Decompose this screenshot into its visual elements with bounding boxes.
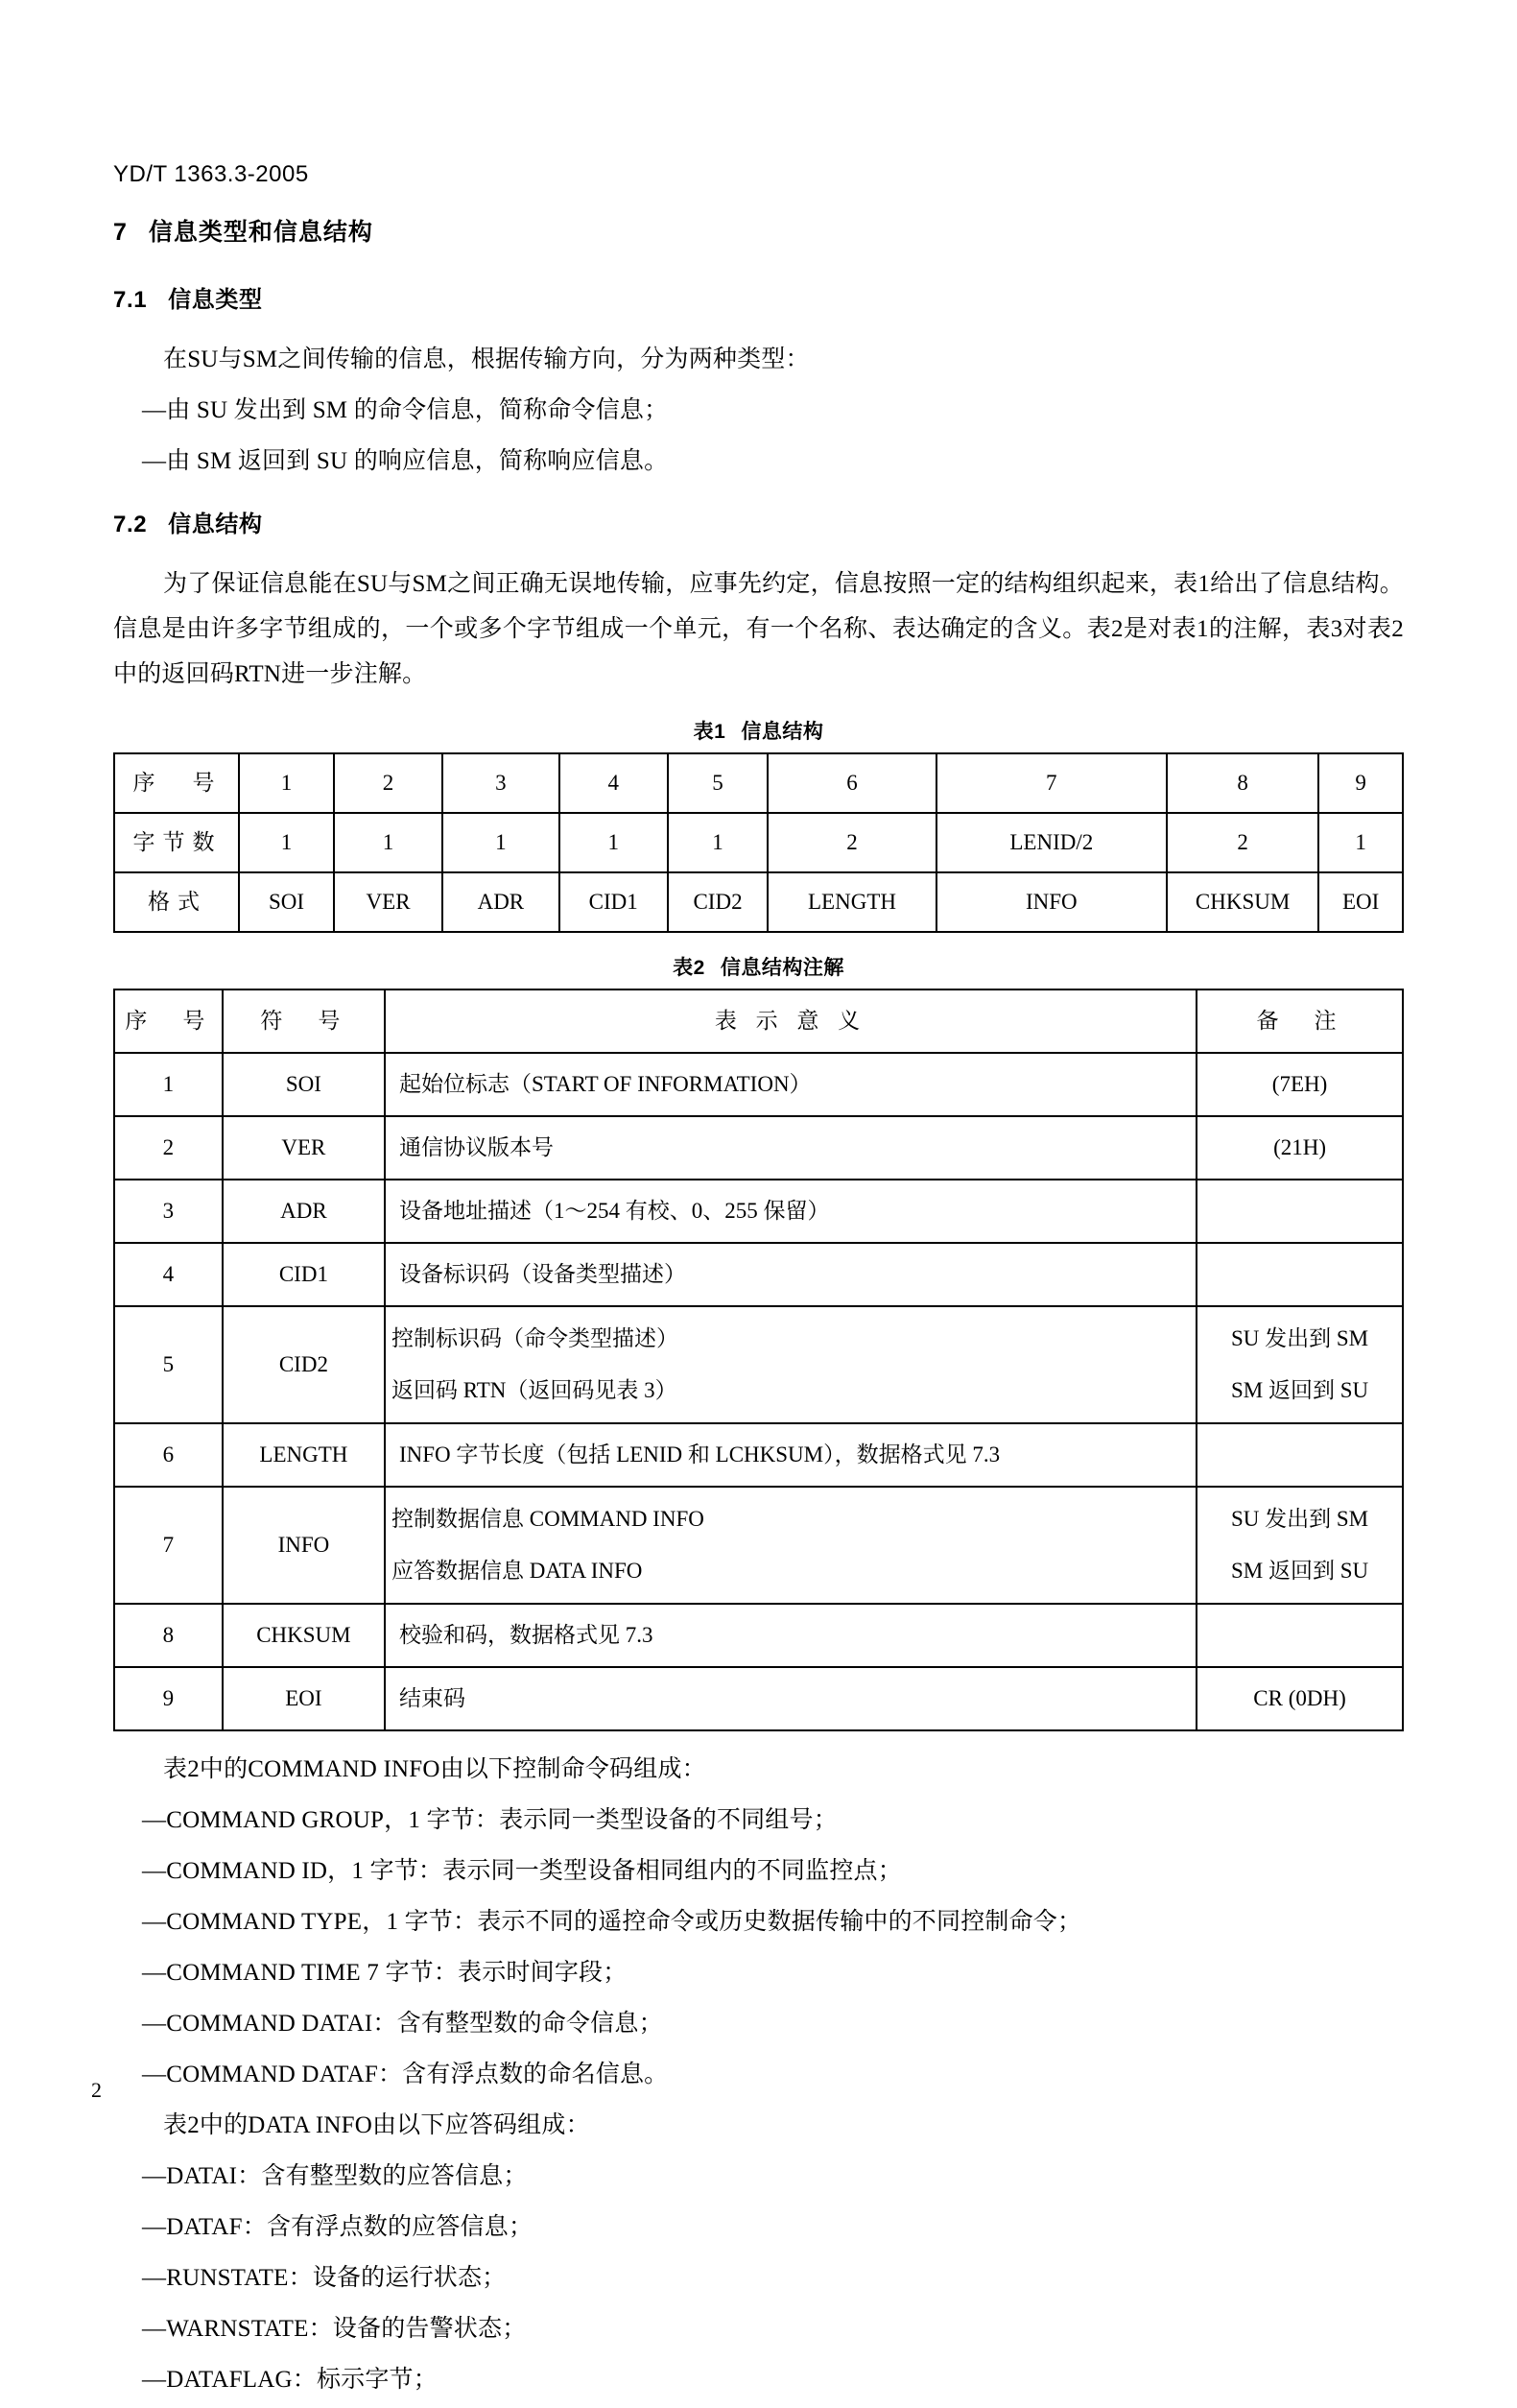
table2-header-row (114, 989, 1403, 1053)
heading-7-number: 7 (113, 219, 128, 246)
table-row (114, 1487, 1403, 1604)
table2-remark-line: (7EH) (1271, 1072, 1328, 1096)
table2-remark-line: CR (0DH) (1253, 1686, 1346, 1710)
command-info-item: —COMMAND TYPE，1 字节：表示不同的遥控命令或历史数据传输中的不同控制命令； (142, 1909, 1082, 1935)
table2-cell-meaning (385, 1243, 1197, 1306)
table1-cell: CID1 (559, 872, 668, 932)
table1-cell: 8 (1167, 753, 1318, 813)
table1-cell: LENGTH (768, 872, 936, 932)
paragraph-7-1-intro: 在SU与SM之间传输的信息，根据传输方向，分为两种类型： (163, 346, 810, 372)
table2-meaning-line: 返回码 RTN（返回码见表 3） (391, 1378, 677, 1402)
heading-7-2-title: 信息结构 (168, 512, 263, 537)
command-info-intro: 表2中的COMMAND INFO由以下控制命令码组成： (163, 1756, 706, 1782)
table1-cell: LENID/2 (936, 813, 1167, 872)
data-info-item: —RUNSTATE：设备的运行状态； (142, 2265, 507, 2291)
table2-header-cell: 表 示 意 义 (385, 989, 1197, 1053)
data-info-item: —DATAF：含有浮点数的应答信息； (142, 2214, 533, 2240)
table1-cell: 1 (1318, 813, 1403, 872)
table2-cell-no: 5 (114, 1306, 223, 1423)
table2-cell-no: 6 (114, 1423, 223, 1487)
table1-cell: 1 (334, 813, 442, 872)
table1-cell: 1 (559, 813, 668, 872)
table2-cell-meaning (385, 1306, 1197, 1423)
paragraph-7-1-item-1: —由 SU 发出到 SM 的命令信息，简称命令信息； (142, 397, 669, 423)
running-header-standard-id: YD/T 1363.3-2005 (113, 161, 309, 187)
command-info-list (113, 1798, 1404, 2097)
command-info-item: —COMMAND DATAF：含有浮点数的命名信息。 (142, 2062, 669, 2087)
table2-cell-symbol: CID1 (223, 1243, 385, 1306)
table2-header-cell: 序 号 (114, 989, 223, 1053)
table2-cell-remark (1197, 1243, 1403, 1306)
command-info-item: —COMMAND DATAI：含有整型数的命令信息； (142, 2011, 663, 2037)
table1-cell: 4 (559, 753, 668, 813)
table2-cell-no: 8 (114, 1604, 223, 1667)
heading-section-7-1 (113, 280, 1404, 314)
table2-cell-remark (1197, 1053, 1403, 1116)
table2-cell-symbol: INFO (223, 1487, 385, 1604)
table2-cell-meaning (385, 1053, 1197, 1116)
table2-meaning-line: 设备地址描述（1～254 有校、0、255 保留） (399, 1199, 830, 1223)
table2-meaning-line: INFO 字节长度（包括 LENID 和 LCHKSUM），数据格式见 7.3 (399, 1442, 1001, 1466)
table2-cell-no: 4 (114, 1243, 223, 1306)
table2-caption-number: 表2 (673, 957, 705, 979)
table-row (114, 1423, 1403, 1487)
table2-cell-remark (1197, 1423, 1403, 1487)
table1-cell: SOI (239, 872, 334, 932)
table2-caption-title: 信息结构注解 (720, 957, 844, 979)
table1-caption (113, 716, 1404, 745)
table-row (114, 753, 1403, 813)
data-info-list (113, 2154, 1404, 2402)
table2-cell-no: 3 (114, 1180, 223, 1243)
table2-meaning-line: 结束码 (399, 1686, 465, 1710)
data-info-item: —WARNSTATE：设备的告警状态； (142, 2316, 527, 2342)
table2-cell-meaning (385, 1116, 1197, 1180)
table1-cell: VER (334, 872, 442, 932)
table2-cell-symbol: CHKSUM (223, 1604, 385, 1667)
data-info-item: —DATAFLAG：标示字节； (142, 2367, 438, 2393)
table2-cell-no: 2 (114, 1116, 223, 1180)
command-info-item: —COMMAND GROUP，1 字节：表示同一类型设备的不同组号； (142, 1807, 838, 1833)
table1-cell: INFO (936, 872, 1167, 932)
table2-meaning-line: 设备标识码（设备类型描述） (399, 1262, 686, 1286)
table2-meaning-line: 起始位标志（START OF INFORMATION） (399, 1072, 812, 1096)
table-row (114, 872, 1403, 932)
table1-cell: 1 (239, 813, 334, 872)
table2-cell-remark (1197, 1487, 1403, 1604)
table2-cell-remark (1197, 1604, 1403, 1667)
table2-remark-line: SU 发出到 SM (1230, 1326, 1369, 1350)
table1-cell: 9 (1318, 753, 1403, 813)
table2-meaning-line: 应答数据信息 DATA INFO (391, 1559, 643, 1583)
page-number: 2 (91, 2078, 102, 2102)
heading-7-1-number: 7.1 (113, 287, 148, 313)
paragraph-7-2-body: 为了保证信息能在SU与SM之间正确无误地传输，应事先约定，信息按照一定的结构组织起来，表1给出了信息结构。信息是由许多字节组成的，一个或多个字节组成一个单元，有一个名称、表达确定的含义。表2是对表1的注解，表3对表2中的返回码RTN进一步注解。 (113, 571, 1404, 687)
table2-cell-meaning (385, 1667, 1197, 1730)
table2-remark-line: SM 返回到 SU (1230, 1559, 1369, 1583)
table2-remark-line: SU 发出到 SM (1230, 1507, 1369, 1531)
table2-meaning-line: 校验和码，数据格式见 7.3 (399, 1623, 653, 1647)
table2-remark-line: (21H) (1273, 1135, 1327, 1159)
table1-cell: CHKSUM (1167, 872, 1318, 932)
table2-cell-meaning (385, 1180, 1197, 1243)
paragraph-7-1-item-2: —由 SM 返回到 SU 的响应信息，简称响应信息。 (142, 448, 669, 474)
table-information-structure-notes (113, 989, 1404, 1731)
heading-7-2-number: 7.2 (113, 512, 148, 537)
heading-7-title: 信息类型和信息结构 (148, 219, 373, 246)
data-info-intro: 表2中的DATA INFO由以下应答码组成： (163, 2112, 590, 2138)
table2-cell-remark (1197, 1667, 1403, 1730)
data-info-item: —DATAI：含有整型数的应答信息； (142, 2163, 528, 2189)
heading-7-1-title: 信息类型 (168, 287, 263, 313)
table1-cell: 6 (768, 753, 936, 813)
table2-cell-meaning (385, 1423, 1197, 1487)
table-row (114, 1306, 1403, 1423)
table1-cell: 2 (1167, 813, 1318, 872)
table2-header-cell: 备 注 (1197, 989, 1403, 1053)
table2-cell-symbol: LENGTH (223, 1423, 385, 1487)
table2-cell-symbol: VER (223, 1116, 385, 1180)
table-row (114, 1116, 1403, 1180)
table-row (114, 1604, 1403, 1667)
table-row (114, 1180, 1403, 1243)
table1-cell: 2 (334, 753, 442, 813)
table1-cell: 5 (668, 753, 769, 813)
command-info-item: —COMMAND TIME 7 字节：表示时间字段； (142, 1960, 628, 1986)
spacer (113, 489, 1404, 505)
table-row (114, 813, 1403, 872)
page-content (113, 161, 1404, 2408)
table2-cell-symbol: EOI (223, 1667, 385, 1730)
table2-cell-symbol: ADR (223, 1180, 385, 1243)
table2-meaning-line: 通信协议版本号 (399, 1135, 554, 1159)
table2-header-cell: 符 号 (223, 989, 385, 1053)
command-info-item: —COMMAND ID，1 字节：表示同一类型设备相同组内的不同监控点； (142, 1858, 902, 1884)
table1-caption-title: 信息结构 (741, 721, 824, 743)
table2-cell-symbol: SOI (223, 1053, 385, 1116)
table1-cell: 2 (768, 813, 936, 872)
table2-caption (113, 952, 1404, 981)
table1-row-label: 格式 (114, 872, 239, 932)
table1-cell: ADR (442, 872, 559, 932)
table-row (114, 1053, 1403, 1116)
table2-cell-no: 9 (114, 1667, 223, 1730)
table-row (114, 1243, 1403, 1306)
table2-remark-line: SM 返回到 SU (1230, 1378, 1369, 1402)
table2-cell-remark (1197, 1116, 1403, 1180)
table2-cell-meaning (385, 1604, 1197, 1667)
heading-section-7 (113, 213, 1404, 248)
table2-body (114, 989, 1403, 1730)
table1-cell: 1 (442, 813, 559, 872)
table1-body (114, 753, 1403, 932)
table1-cell: 7 (936, 753, 1167, 813)
table1-cell: 1 (239, 753, 334, 813)
table1-cell: 1 (668, 813, 769, 872)
table-row (114, 1667, 1403, 1730)
table1-cell: CID2 (668, 872, 769, 932)
table2-cell-remark (1197, 1306, 1403, 1423)
table1-row-label: 字节数 (114, 813, 239, 872)
table1-cell: 3 (442, 753, 559, 813)
table2-cell-meaning (385, 1487, 1197, 1604)
table1-cell: EOI (1318, 872, 1403, 932)
table2-cell-no: 1 (114, 1053, 223, 1116)
table1-row-label: 序 号 (114, 753, 239, 813)
table2-cell-remark (1197, 1180, 1403, 1243)
table2-meaning-line: 控制数据信息 COMMAND INFO (391, 1507, 704, 1531)
table2-cell-symbol: CID2 (223, 1306, 385, 1423)
table2-cell-no: 7 (114, 1487, 223, 1604)
table-information-structure (113, 752, 1404, 933)
table1-caption-number: 表1 (693, 721, 726, 743)
heading-section-7-2 (113, 505, 1404, 538)
spacer (113, 1731, 1404, 1747)
table2-meaning-line: 控制标识码（命令类型描述） (391, 1326, 678, 1350)
